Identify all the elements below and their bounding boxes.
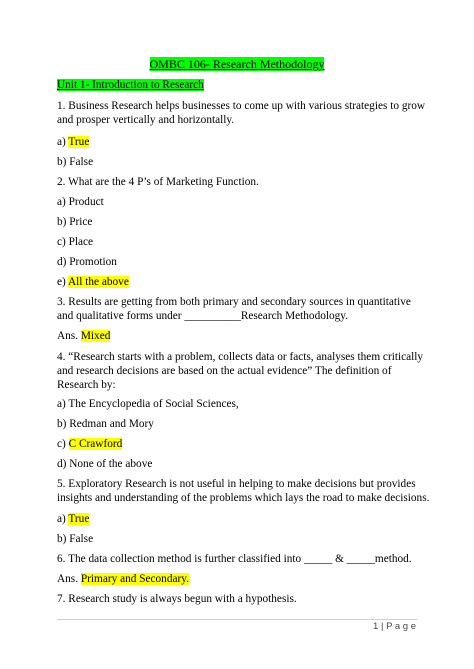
question-1-line-2: and prosper vertically and horizontally. [57,114,235,126]
question-1-option-a [57,136,89,149]
page-footer [373,621,416,632]
unit-heading-text: Unit 1- Introduction to Research [57,79,204,91]
question-6-text: 6. The data collection method is further classified into _____ & _____method. [57,553,412,565]
answer-highlight: C Crawford [68,438,123,450]
question-2-option-b: b) Price [57,216,93,228]
option-label: e) [57,276,68,288]
option-label: c) [57,438,69,450]
page-label: P a g e [386,621,416,632]
question-1-option-b: b) False [57,156,94,168]
page-number: 1 [373,621,379,632]
question-2-text: 2. What are the 4 P’s of Marketing Function. [57,176,259,188]
answer-label: Ans. [57,330,81,342]
question-4-option-d: d) None of the above [57,458,153,470]
document-title [0,57,474,71]
question-2-option-c: c) Place [57,236,94,248]
question-3-line-1: 3. Results are getting from both primary and secondary sources in quantitative [57,296,411,308]
question-4-line-3: Research by: [57,379,116,391]
question-4-option-c [57,438,122,451]
answer-label: Ans. [57,573,81,585]
question-5-line-1: 5. Exploratory Research is not useful in helping to make decisions but provides [57,478,416,490]
footer-divider [57,619,417,620]
footer-separator: | [378,621,387,632]
unit-heading [57,79,204,92]
question-5-option-b: b) False [57,533,94,545]
question-2-option-a: a) Product [57,196,104,208]
question-4-option-b: b) Redman and Mory [57,418,154,430]
answer-highlight: True [68,136,90,148]
answer-highlight: Mixed [80,330,111,342]
answer-highlight: All the above [67,276,129,288]
question-1-line-1: 1. Business Research helps businesses to come up with various strategies to grow [57,100,426,112]
answer-highlight: Primary and Secondary. [80,573,189,585]
option-label: a) [57,136,69,148]
question-5-line-2: insights and understanding of the problems which lays the road to make decisions. [57,492,430,504]
question-4-line-1: 4. “Research starts with a problem, collects data or facts, analyses them critically [57,351,424,363]
answer-highlight: True [68,513,90,525]
question-2-option-d: d) Promotion [57,256,117,268]
question-6-answer [57,573,189,586]
option-label: a) [57,513,69,525]
question-3-line-2: and qualitative forms under __________Research Methodology. [57,310,349,322]
question-4-line-2: and research decisions are based on the actual evidence” The definition of [57,365,392,377]
question-4-option-a: a) The Encyclopedia of Social Sciences, [57,398,239,410]
document-title-text: OMBC 106- Research Methodology [149,57,325,71]
question-2-option-e [57,276,129,289]
question-5-option-a [57,513,89,526]
question-7-text: 7. Research study is always begun with a hypothesis. [57,593,297,605]
question-3-answer [57,330,110,343]
